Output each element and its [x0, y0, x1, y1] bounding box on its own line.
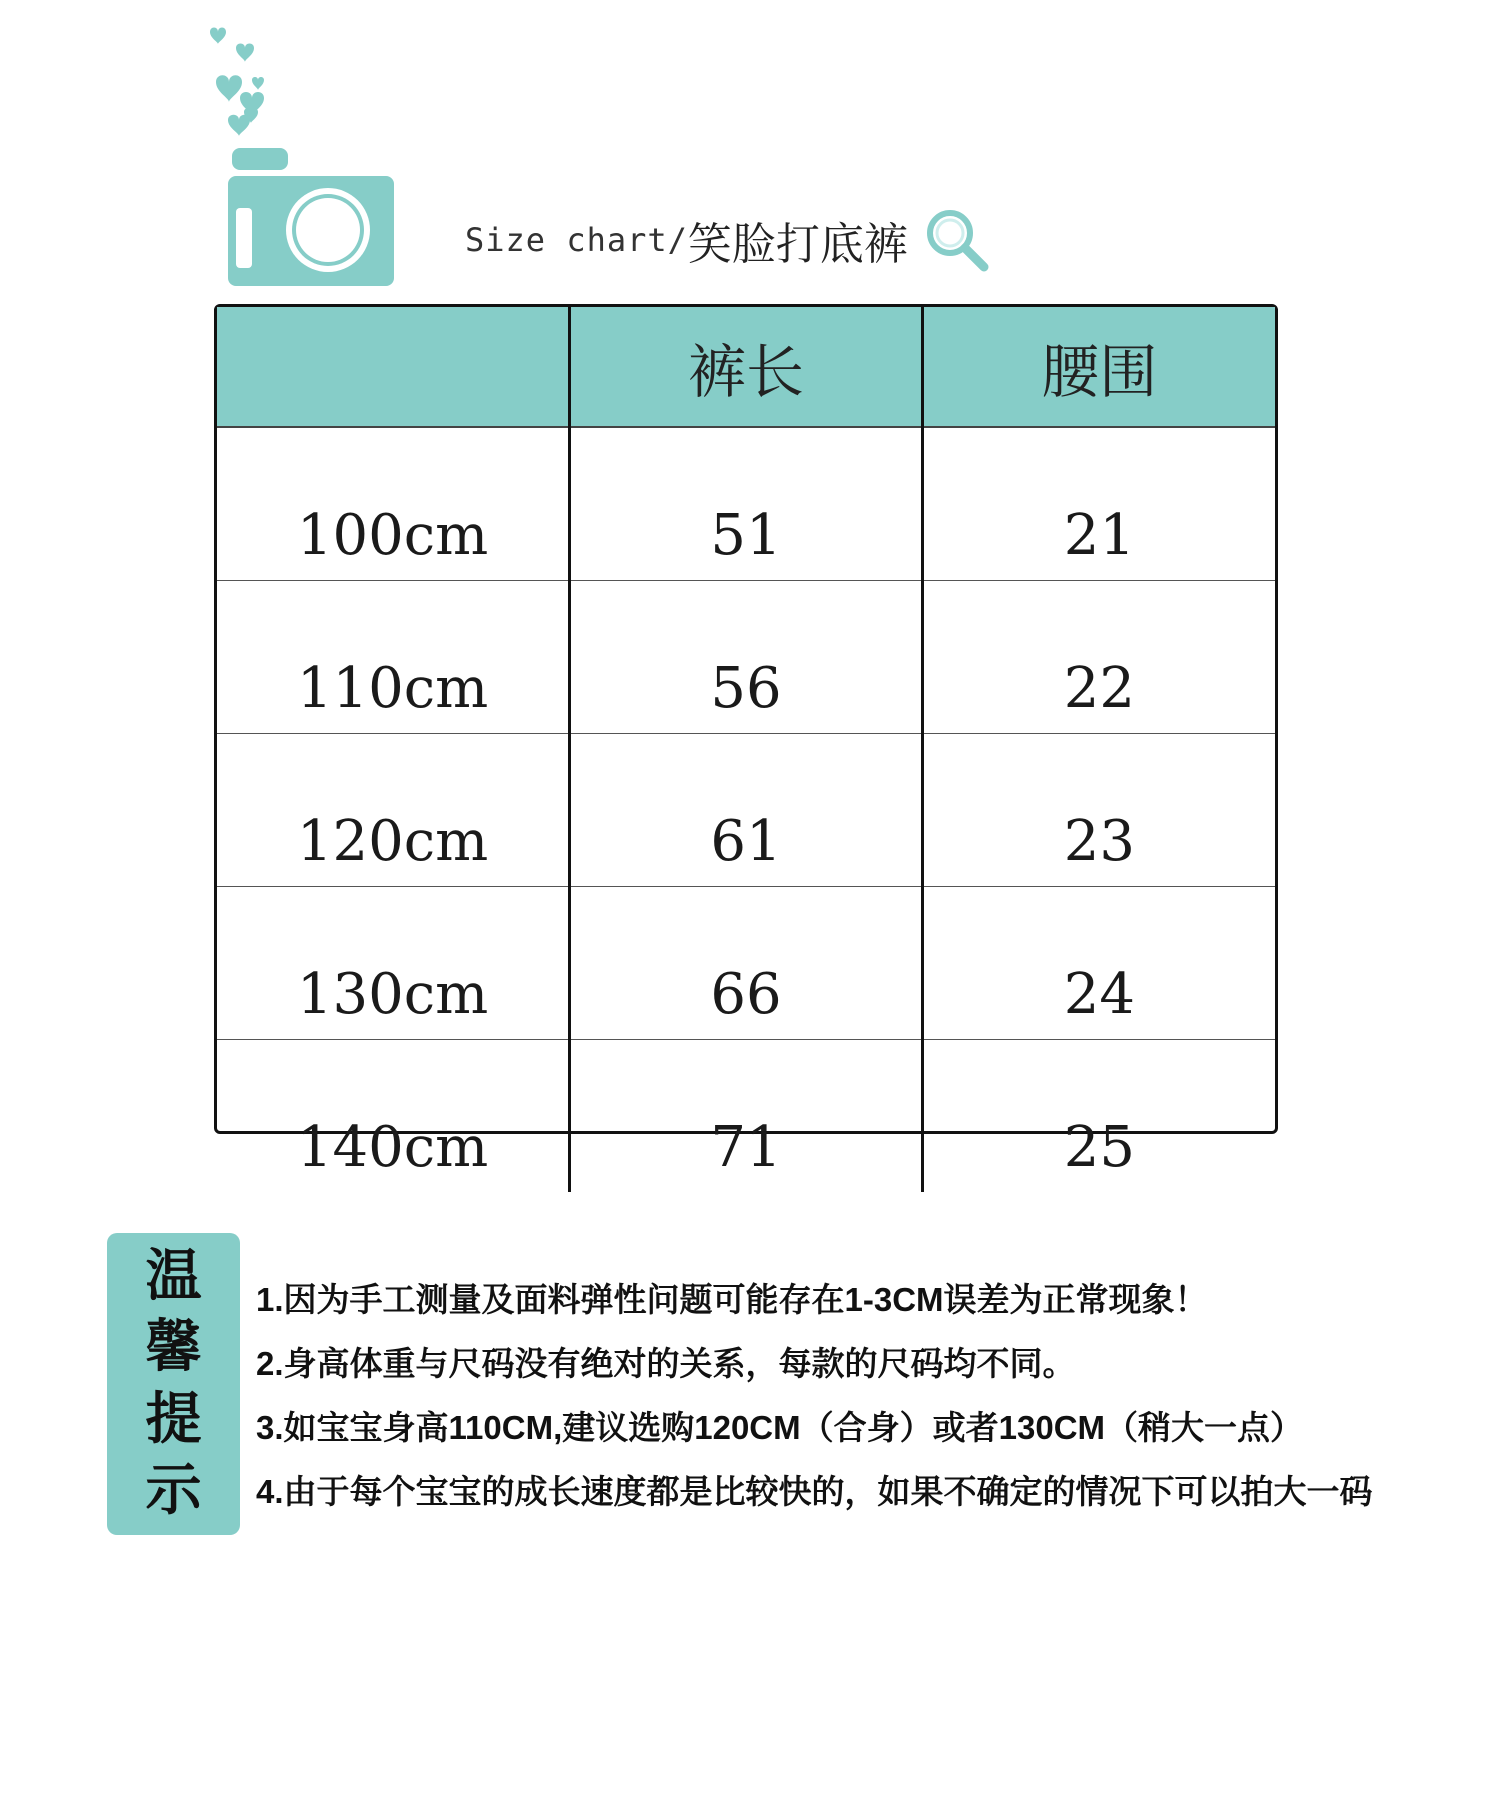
tips-list	[256, 1268, 1486, 1524]
badge-char: 温	[145, 1243, 202, 1309]
table-row	[217, 581, 1275, 734]
cell-size: 110cm	[217, 581, 570, 734]
cell-size: 100cm	[217, 427, 570, 581]
cell-waist: 23	[922, 734, 1275, 887]
header-size	[217, 307, 570, 427]
badge-char: 示	[145, 1458, 202, 1524]
tip-item: 2.身高体重与尺码没有绝对的关系，每款的尺码均不同。	[256, 1345, 1076, 1382]
header-waist: 腰围	[922, 307, 1275, 427]
tip-item: 1.因为手工测量及面料弹性问题可能存在1-3CM误差为正常现象！	[256, 1281, 1208, 1318]
page-title	[465, 210, 992, 270]
cell-length: 66	[570, 887, 923, 1040]
cell-size: 120cm	[217, 734, 570, 887]
title-chinese: 笑脸打底裤	[687, 219, 908, 270]
cell-size: 140cm	[217, 1040, 570, 1193]
tip-item: 4.由于每个宝宝的成长速度都是比较快的，如果不确定的情况下可以拍大一码	[256, 1473, 1373, 1510]
cell-size: 130cm	[217, 887, 570, 1040]
badge-char: 提	[145, 1386, 202, 1452]
tips-badge	[107, 1233, 240, 1535]
header-length: 裤长	[570, 307, 923, 427]
table-row	[217, 734, 1275, 887]
table-header-row	[217, 307, 1275, 427]
tip-item: 3.如宝宝身高110CM,建议选购120CM（合身）或者130CM（稍大一点）	[256, 1409, 1304, 1446]
heart-icon	[210, 28, 264, 137]
cell-waist: 24	[922, 887, 1275, 1040]
table-row	[217, 887, 1275, 1040]
cell-waist: 21	[922, 427, 1275, 581]
size-table	[214, 304, 1278, 1180]
title-english: Size chart/	[465, 221, 688, 259]
cell-waist: 22	[922, 581, 1275, 734]
magnifier-icon	[922, 205, 992, 275]
cell-length: 61	[570, 734, 923, 887]
camera-icon	[200, 20, 400, 290]
cell-length: 56	[570, 581, 923, 734]
cell-length: 51	[570, 427, 923, 581]
table-row	[217, 427, 1275, 581]
table-row	[217, 1040, 1275, 1193]
cell-waist: 25	[1063, 1115, 1136, 1180]
badge-char: 馨	[145, 1315, 202, 1381]
cell-length: 71	[570, 1040, 923, 1193]
